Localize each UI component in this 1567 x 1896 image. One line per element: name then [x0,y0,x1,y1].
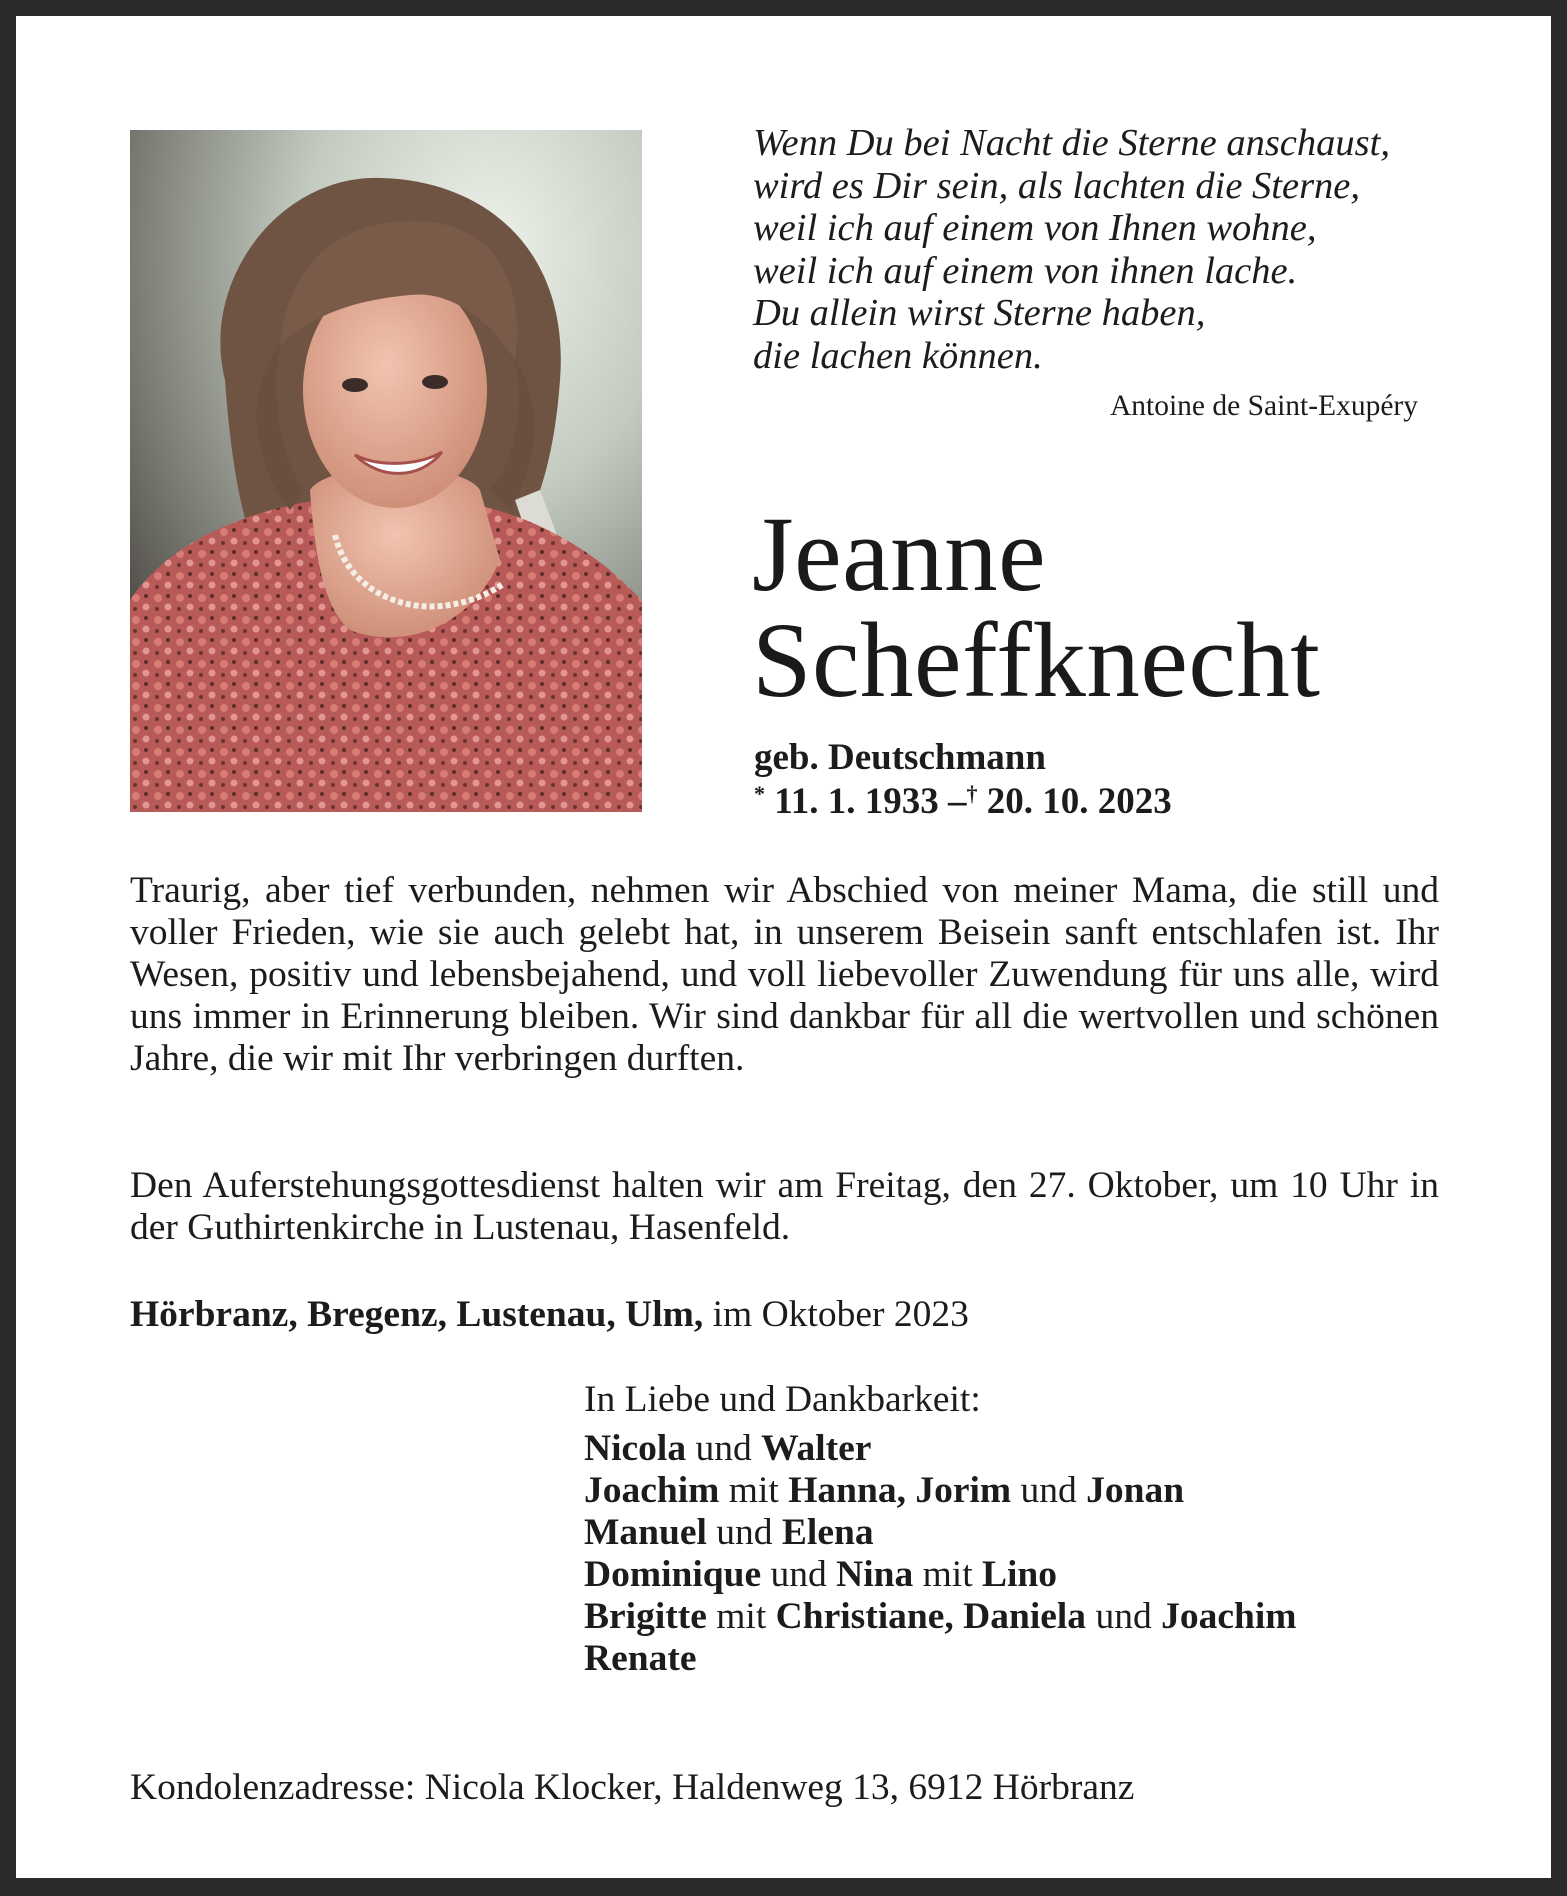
mourner-connector: und [706,1512,782,1553]
mourner-name: Lino [982,1554,1058,1595]
mourner-name: Walter [761,1428,872,1469]
mourner-name: Brigitte [584,1596,707,1637]
mourner-connector: und [686,1428,762,1469]
mourner-name: Joachim [584,1470,720,1511]
portrait-photo [130,130,642,812]
poem-line: wird es Dir sein, als lachten die Sterne, [753,164,1361,207]
mourner-connector: und [761,1554,837,1595]
last-name: Scheffknecht [752,602,1321,720]
mourner-name: Manuel [584,1512,707,1553]
mourner-name: Dominique [584,1554,762,1595]
mourner-connector: und [1086,1596,1162,1637]
death-cross-icon: † [966,781,978,806]
mourner-row [584,1638,1296,1680]
places-line [130,1293,969,1336]
mourner-row [584,1428,1296,1470]
mourner-row [584,1470,1296,1512]
mourner-name: Nicola [584,1428,687,1469]
poem-line: weil ich auf einem von ihnen lache. [753,249,1298,292]
poem-line: die lachen können. [753,334,1043,377]
mourner-connector: mit [706,1596,776,1637]
deceased-name [752,496,1321,720]
mourner-name: Joachim [1161,1596,1297,1637]
mourners-list [584,1428,1296,1680]
poem-line: weil ich auf einem von Ihnen wohne, [753,207,1317,249]
maiden-name: geb. Deutschmann [754,737,1046,778]
service-paragraph: Den Auferstehungsgottesdienst halten wir am Freitag, den 27. Oktober, um 10 Uhr in der Guthirtenkirche in Lustenau, Hasenfeld. [130,1165,1439,1248]
mourner-row [584,1512,1296,1554]
mourner-row [584,1554,1296,1596]
mourner-name: Jonan [1086,1470,1185,1511]
mourner-connector: mit [719,1470,789,1511]
farewell-paragraph: Traurig, aber tief verbunden, nehmen wir Abschied von meiner Mama, die still und voller Frieden, wie sie auch gelebt hat, in unserem Beisein sanft entschlafen ist. Ihr Wesen, positiv und lebensbejahend, und voll liebevoller Zuwendung für uns alle, wird uns immer in Erinnerung bleiben. Wir sind dankbar für all die wertvollen und schönen Jahre, die wir mit Ihr verbringen durften. [130,870,1439,1079]
death-date: 20. 10. 2023 [986,781,1172,822]
mourner-name: Nina [836,1554,914,1595]
birth-date: 11. 1. 1933 [774,781,939,822]
first-name: Jeanne [752,496,1047,614]
life-dates [754,780,1172,823]
poem-author: Antoine de Saint-Exupéry [1109,390,1418,422]
condolence-address: Kondolenzadresse: Nicola Klocker, Haldenweg 13, 6912 Hörbranz [130,1767,1135,1808]
date-dash: – [947,781,967,822]
mourner-name: Elena [781,1512,874,1553]
mourner-connector: mit [913,1554,982,1595]
birth-star-icon: * [754,781,765,806]
mourner-name: Christiane, Daniela [775,1596,1087,1637]
mourners-intro: In Liebe und Dankbarkeit: [584,1379,981,1420]
poem [753,122,1453,377]
poem-line: Du allein wirst Sterne haben, [753,292,1206,334]
notice-date: im Oktober 2023 [712,1294,969,1335]
portrait-photo-icon [130,130,642,812]
mourner-name: Hanna, Jorim [788,1470,1012,1511]
poem-line: Wenn Du bei Nacht die Sterne anschaust, [753,122,1390,164]
mourner-connector: und [1011,1470,1087,1511]
places: Hörbranz, Bregenz, Lustenau, Ulm, [130,1294,704,1335]
mourner-row [584,1596,1296,1638]
mourner-name: Renate [584,1638,697,1679]
